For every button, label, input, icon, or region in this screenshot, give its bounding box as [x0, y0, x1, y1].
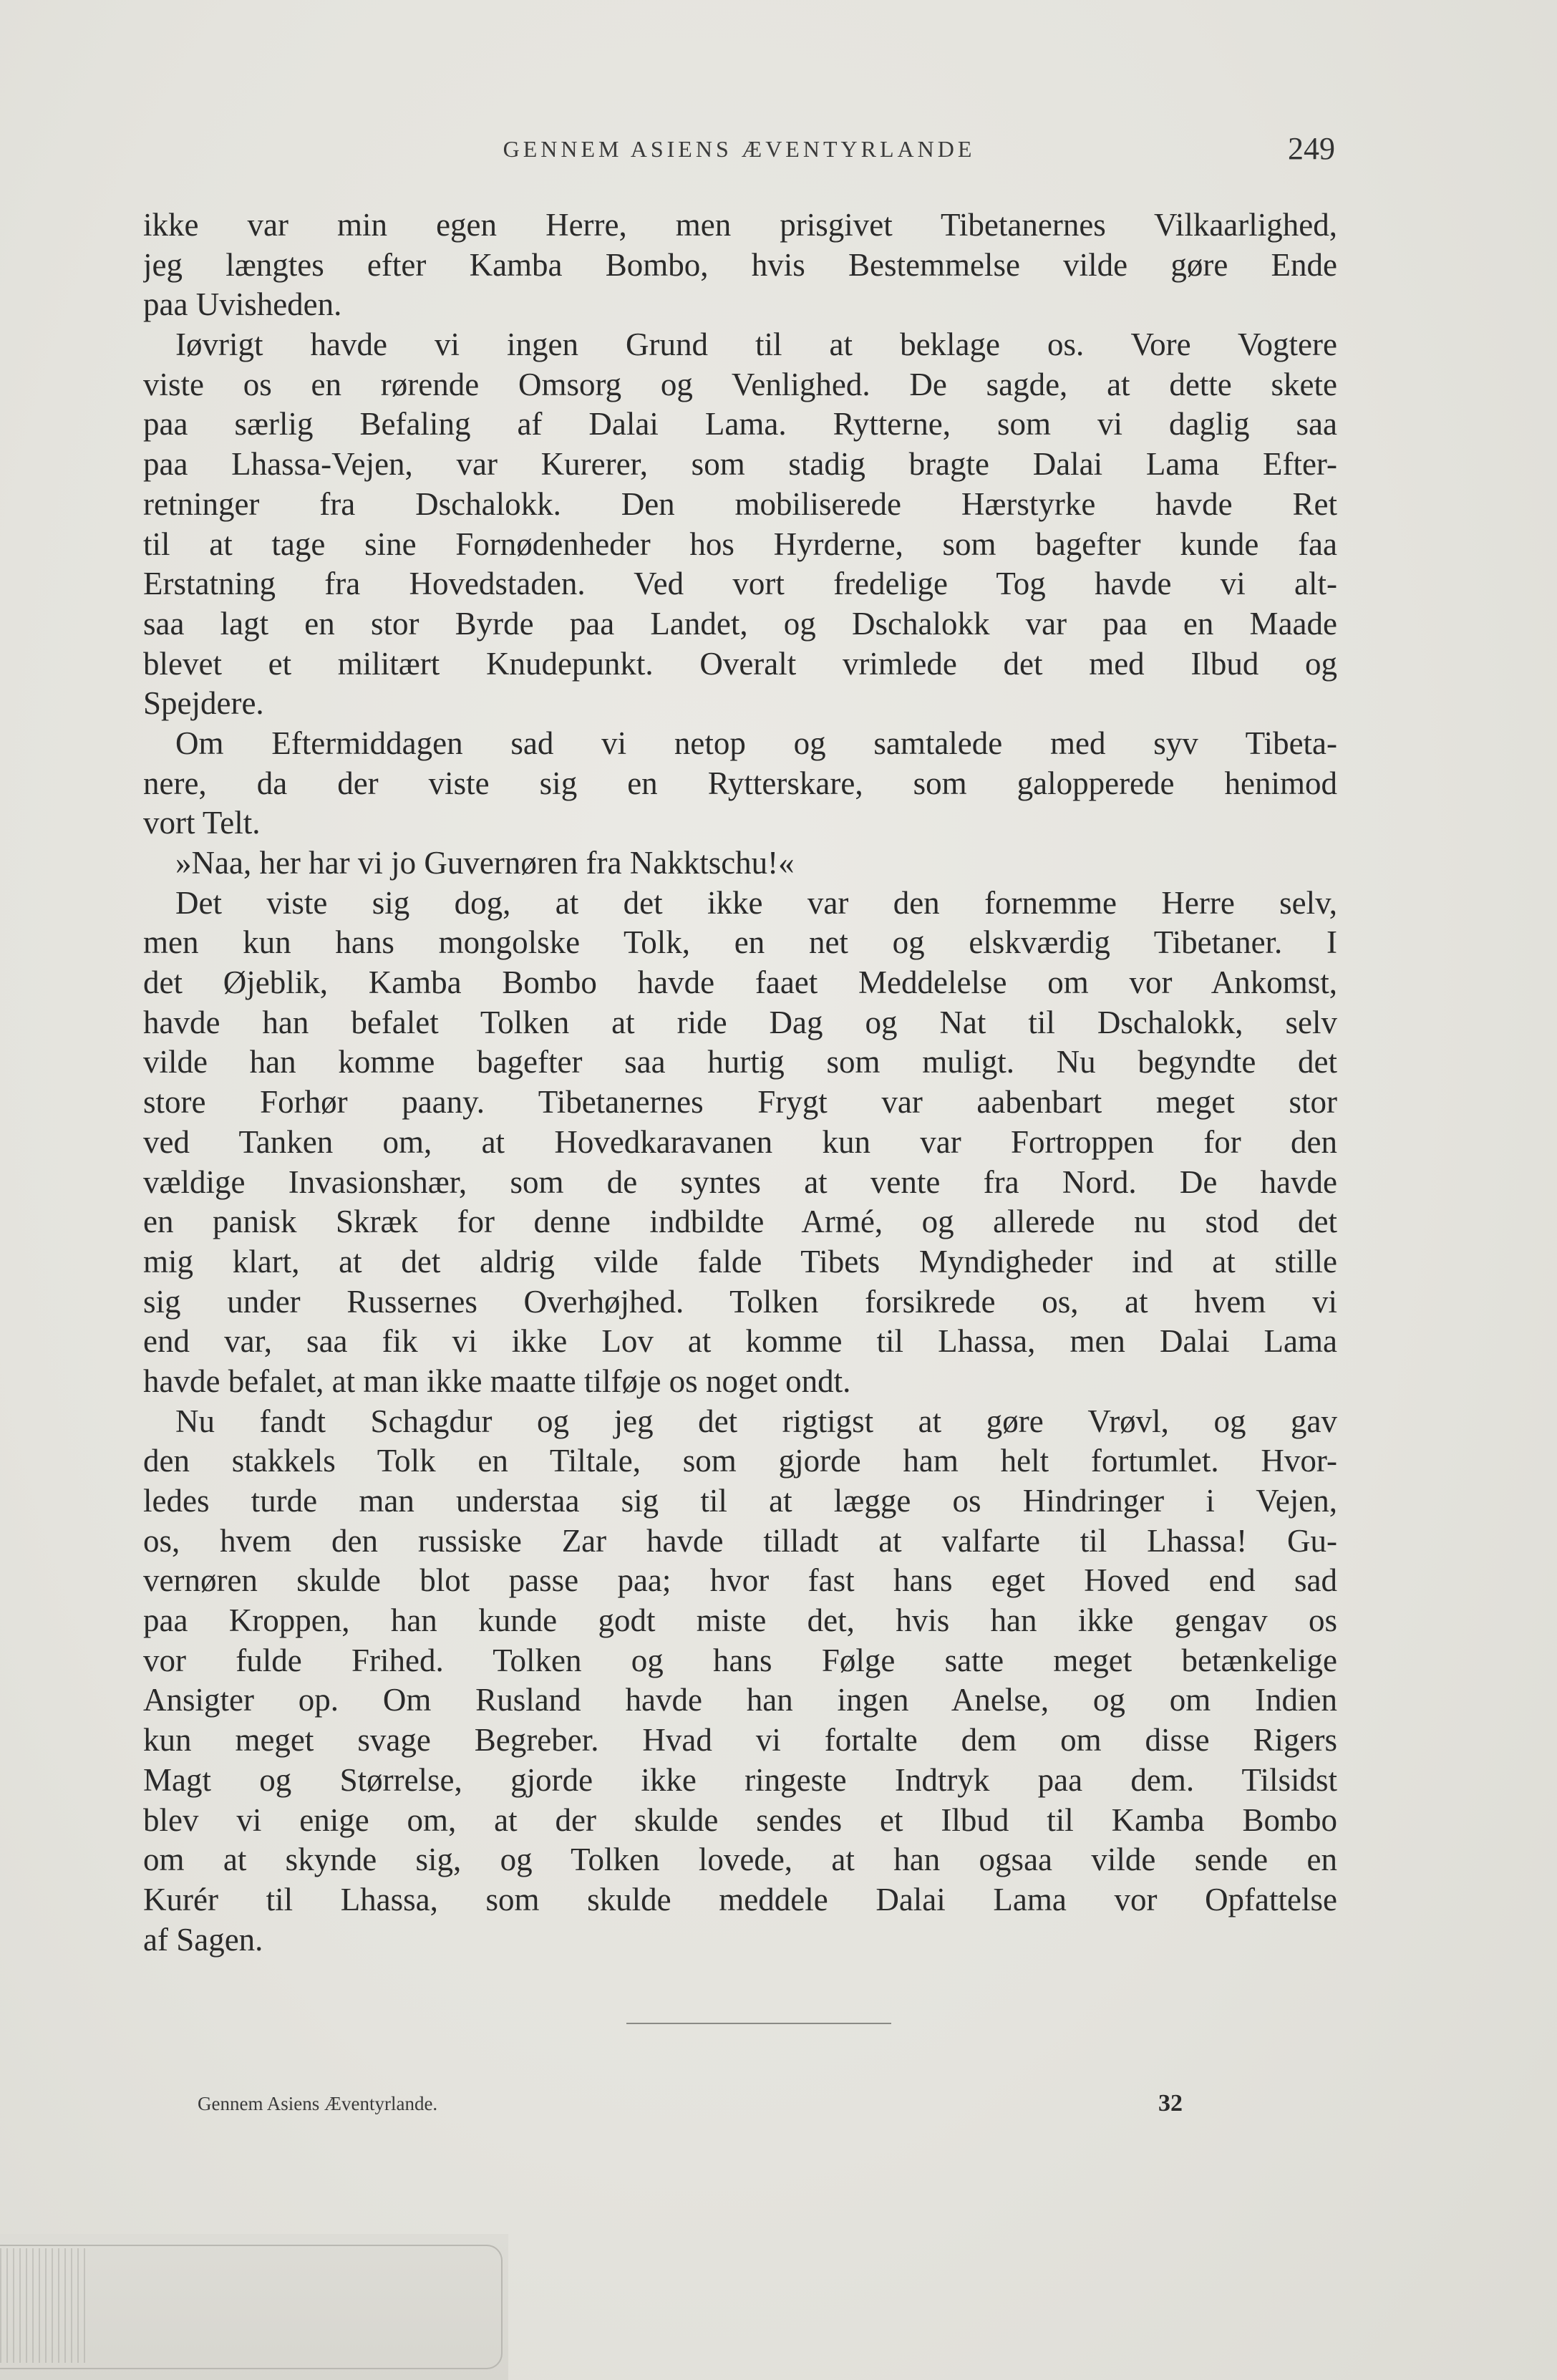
text-line: paa særlig Befaling af Dalai Lama. Rytterne, som vi daglig saa — [143, 406, 1337, 442]
text-line: ved Tanken om, at Hovedkaravanen kun var Fortroppen for den — [143, 1123, 1337, 1160]
text-line: os, hvem den russiske Zar havde tilladt at valfarte til Lhassa! Gu- — [143, 1522, 1337, 1559]
text-line: nere, da der viste sig en Rytterskare, som galopperede henimod — [143, 765, 1337, 801]
text-line: vernøren skulde blot passe paa; hvor fast hans eget Hoved end sad — [143, 1562, 1337, 1599]
text-line: paa Uvisheden. — [143, 286, 342, 323]
text-line: men kun hans mongolske Tolk, en net og elskværdig Tibetaner. I — [143, 924, 1337, 961]
text-line: af Sagen. — [143, 1921, 263, 1958]
text-line: blev vi enige om, at der skulde sendes et Ilbud til Kamba Bombo — [143, 1801, 1337, 1838]
printer-signature — [198, 2090, 1221, 2129]
running-header — [143, 126, 1335, 176]
text-line: »Naa, her har vi jo Guvernøren fra Nakktschu!« — [175, 845, 795, 881]
text-line: Iøvrigt havde vi ingen Grund til at beklage os. Vore Vogtere — [175, 326, 1337, 363]
text-line: Spejdere. — [143, 685, 264, 722]
text-line: ikke var min egen Herre, men prisgivet Tibetanernes Vilkaarlighed, — [143, 207, 1337, 243]
text-line: saa lagt en stor Byrde paa Landet, og Dschalokk var paa en Maade — [143, 605, 1337, 642]
page-number: 249 — [1288, 131, 1335, 166]
body-text — [143, 205, 1337, 1960]
signature-number: 32 — [1158, 2090, 1183, 2117]
text-line: end var, saa fik vi ikke Lov at komme til Lhassa, men Dalai Lama — [143, 1323, 1337, 1360]
text-line: retninger fra Dschalokk. Den mobiliserede Hærstyrke havde Ret — [143, 485, 1337, 522]
text-line: vældige Invasionshær, som de syntes at vente fra Nord. De havde — [143, 1164, 1337, 1200]
text-line: Magt og Størrelse, gjorde ikke ringeste Indtryk paa dem. Tilsidst — [143, 1761, 1337, 1798]
text-line: havde han befalet Tolken at ride Dag og Nat til Dschalokk, selv — [143, 1004, 1337, 1040]
text-line: til at tage sine Fornødenheder hos Hyrderne, som bagefter kunde faa — [143, 526, 1337, 562]
text-line: en panisk Skræk for denne indbildte Armé, og allerede nu stod det — [143, 1204, 1337, 1240]
text-line: Erstatning fra Hovedstaden. Ved vort fredelige Tog havde vi alt- — [143, 566, 1337, 602]
text-line: sig under Russernes Overhøjhed. Tolken forsikrede os, at hvem vi — [143, 1283, 1337, 1320]
text-line: om at skynde sig, og Tolken lovede, at han ogsaa vilde sende en — [143, 1842, 1337, 1878]
text-line: vilde han komme bagefter saa hurtig som muligt. Nu begyndte det — [143, 1044, 1337, 1080]
text-line: jeg længtes efter Kamba Bombo, hvis Bestemmelse vilde gøre Ende — [143, 246, 1337, 283]
text-line: havde befalet, at man ikke maatte tilføje os noget ondt. — [143, 1363, 851, 1399]
text-line: vor fulde Frihed. Tolken og hans Følge satte meget betænkelige — [143, 1642, 1337, 1678]
section-divider — [626, 2023, 891, 2024]
text-line: vort Telt. — [143, 805, 261, 841]
text-line: blevet et militært Knudepunkt. Overalt vrimlede det med Ilbud og — [143, 645, 1337, 682]
text-line: kun meget svage Begreber. Hvad vi fortalte dem om disse Rigers — [143, 1722, 1337, 1759]
signature-title: Gennem Asiens Æventyrlande. — [198, 2093, 438, 2114]
binding-edge — [0, 2245, 503, 2369]
text-line: Om Eftermiddagen sad vi netop og samtalede med syv Tibeta- — [175, 725, 1337, 761]
text-line: det Øjeblik, Kamba Bombo havde faaet Meddelelse om vor Ankomst, — [143, 964, 1337, 1001]
text-line: mig klart, at det aldrig vilde falde Tibets Myndigheder ind at stille — [143, 1243, 1337, 1280]
text-line: Ansigter op. Om Rusland havde han ingen Anelse, og om Indien — [143, 1682, 1337, 1718]
text-line: Det viste sig dog, at det ikke var den fornemme Herre selv, — [175, 884, 1337, 921]
text-line: store Forhør paany. Tibetanernes Frygt var aabenbart meget stor — [143, 1084, 1337, 1121]
text-line: ledes turde man understaa sig til at lægge os Hindringer i Vejen, — [143, 1483, 1337, 1519]
text-line: den stakkels Tolk en Tiltale, som gjorde ham helt fortumlet. Hvor- — [143, 1443, 1337, 1479]
text-line: Kurér til Lhassa, som skulde meddele Dalai Lama vor Opfattelse — [143, 1881, 1337, 1917]
text-line: paa Lhassa-Vejen, var Kurerer, som stadig bragte Dalai Lama Efter- — [143, 446, 1337, 483]
text-line: paa Kroppen, han kunde godt miste det, hvis han ikke gengav os — [143, 1602, 1337, 1639]
text-line: viste os en rørende Omsorg og Venlighed. De sagde, at dette skete — [143, 366, 1337, 402]
text-line: Nu fandt Schagdur og jeg det rigtigst at gøre Vrøvl, og gav — [175, 1403, 1337, 1439]
running-title: GENNEM ASIENS ÆVENTYRLANDE — [503, 136, 976, 162]
